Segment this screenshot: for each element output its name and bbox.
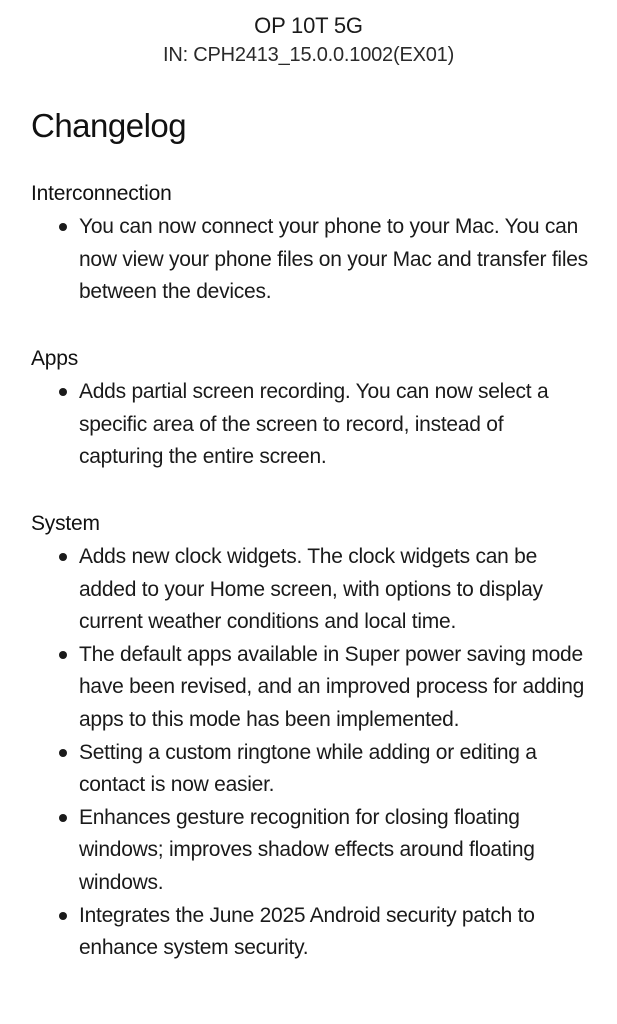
list-item — [0, 376, 617, 474]
list-item-text: Enhances gesture recognition for closing floating windows; improves shadow effects around floating windows. — [79, 805, 535, 894]
bullet-icon — [59, 749, 67, 757]
list-item — [0, 639, 617, 737]
interconnection-list — [0, 211, 617, 309]
list-item-text: Adds partial screen recording. You can now select a specific area of the screen to record, instead of capturing the entire screen. — [79, 380, 549, 469]
header — [0, 0, 617, 70]
section-heading-system: System — [31, 512, 100, 535]
list-item-text: Integrates the June 2025 Android security patch to enhance system security. — [79, 903, 535, 960]
section-heading-apps: Apps — [31, 347, 79, 370]
build-version: IN: CPH2413_15.0.0.1002(EX01) — [162, 44, 455, 66]
bullet-icon — [59, 651, 67, 659]
changelog-title: Changelog — [31, 107, 187, 144]
apps-list — [0, 376, 617, 474]
bullet-icon — [59, 388, 67, 396]
list-item-text: Adds new clock widgets. The clock widgets can be added to your Home screen, with options to display current weather conditions and local time. — [79, 545, 543, 634]
bullet-icon — [59, 814, 67, 822]
bullet-icon — [59, 912, 67, 920]
list-item — [0, 802, 617, 900]
bullet-icon — [59, 553, 67, 561]
list-item-text: Setting a custom ringtone while adding or editing a contact is now easier. — [79, 740, 537, 797]
list-item — [0, 900, 617, 965]
system-list — [0, 541, 617, 965]
list-item — [0, 211, 617, 309]
bullet-icon — [59, 223, 67, 231]
section-heading-interconnection: Interconnection — [31, 182, 172, 205]
list-item-text: The default apps available in Super power saving mode have been revised, and an improved process for adding apps to this mode has been implemented. — [79, 642, 585, 731]
list-item — [0, 737, 617, 802]
device-title: OP 10T 5G — [254, 13, 363, 38]
list-item-text: You can now connect your phone to your Mac. You can now view your phone files on your Mac and transfer files between the devices. — [79, 215, 588, 304]
list-item — [0, 541, 617, 639]
